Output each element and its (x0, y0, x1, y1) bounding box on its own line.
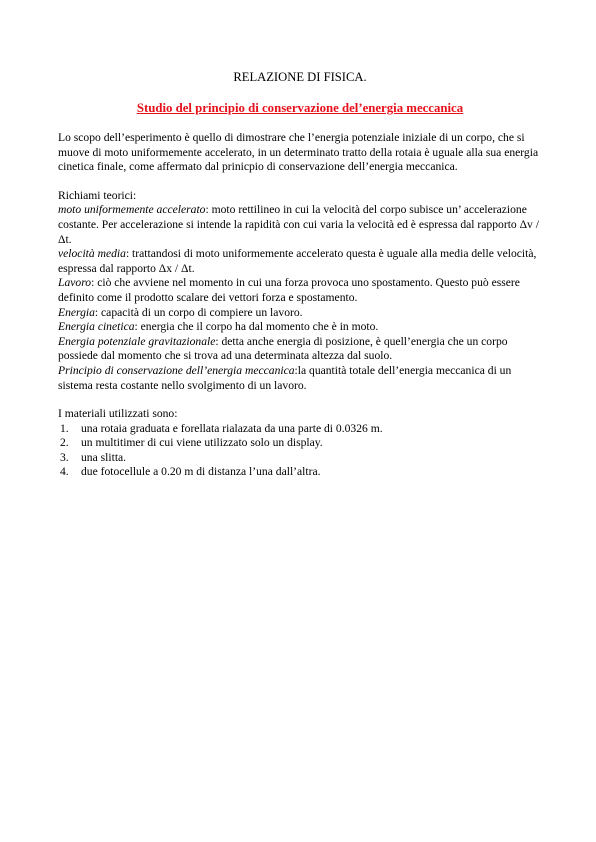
theory-item (58, 320, 542, 335)
list-item (58, 436, 542, 451)
list-number: 2. (60, 436, 69, 450)
list-item (58, 451, 542, 466)
document-page (58, 70, 542, 480)
theory-definition: : capacità di un corpo di compiere un lavoro. (94, 305, 303, 319)
theory-item (58, 364, 542, 393)
theory-heading: Richiami teorici: (58, 188, 137, 202)
document-subtitle: Studio del principio di conservazione del’energia meccanica (136, 101, 464, 115)
theory-definition: : moto rettilineo in cui la velocità del corpo subisce un’ accelerazione costante. Per accelerazione si intende la rapidità con cui varia la velocità ed è espressa dal rapporto Δv / Δt. (58, 203, 539, 246)
theory-term: Principio di conservazione dell’energia meccanica (58, 363, 295, 377)
theory-definition: : trattandosi di moto uniformemente accelerato questa è uguale alla media delle velocità, espressa dal rapporto Δx / Δt. (58, 247, 537, 275)
list-number: 3. (60, 450, 69, 464)
list-item-text: due fotocellule a 0.20 m di distanza l’una dall’altra. (81, 465, 321, 479)
theory-term: Energia potenziale gravitazionale (58, 334, 216, 348)
theory-definition: : detta anche energia di posizione, è quell’energia che un corpo possiede dal momento che si trova ad una determinata altezza dal suolo. (58, 334, 508, 363)
list-item-text: una slitta. (81, 450, 127, 464)
theory-term: Energia (58, 305, 95, 319)
list-item (58, 422, 542, 437)
theory-definition: : ciò che avviene nel momento in cui una forza provoca uno spostamento. Questo può essere definito come il prodotto scalare dei vettori forza e spostamento. (58, 276, 520, 304)
theory-definition: : energia che il corpo ha dal momento che è in moto. (134, 320, 379, 334)
theory-item (58, 247, 542, 276)
list-number: 4. (60, 465, 69, 479)
theory-item (58, 306, 542, 321)
theory-term: Energia cinetica (58, 320, 135, 334)
theory-section (58, 189, 542, 393)
list-item-text: un multitimer di cui viene utilizzato solo un display. (81, 436, 323, 450)
list-item-text: una rotaia graduata e forellata rialazata da una parte di 0.0326 m. (81, 421, 383, 435)
list-item (58, 465, 542, 480)
theory-item (58, 276, 542, 305)
theory-term: Lavoro (58, 276, 92, 290)
theory-term: velocità media (58, 247, 126, 261)
materials-section (58, 407, 542, 480)
theory-definition: :la quantità totale dell’energia meccanica di un sistema resta costante nello svolgimento di un lavoro. (58, 363, 512, 392)
materials-heading: I materiali utilizzati sono: (58, 407, 178, 421)
intro-paragraph: Lo scopo dell’esperimento è quello di dimostrare che l’energia potenziale iniziale di un corpo, che si muove di moto uniformemente accelerato, in un determinato tratto della rotaia è uguale alla sua energia cinetica finale, come affermato dal prinicpio di conservazione dell’energia meccanica. (58, 131, 539, 174)
document-title: RELAZIONE DI FISICA. (233, 70, 367, 84)
theory-term: moto uniformemente accelerato (58, 203, 206, 217)
materials-list (58, 422, 542, 480)
theory-item (58, 335, 542, 364)
theory-item (58, 203, 542, 247)
list-number: 1. (60, 421, 69, 435)
